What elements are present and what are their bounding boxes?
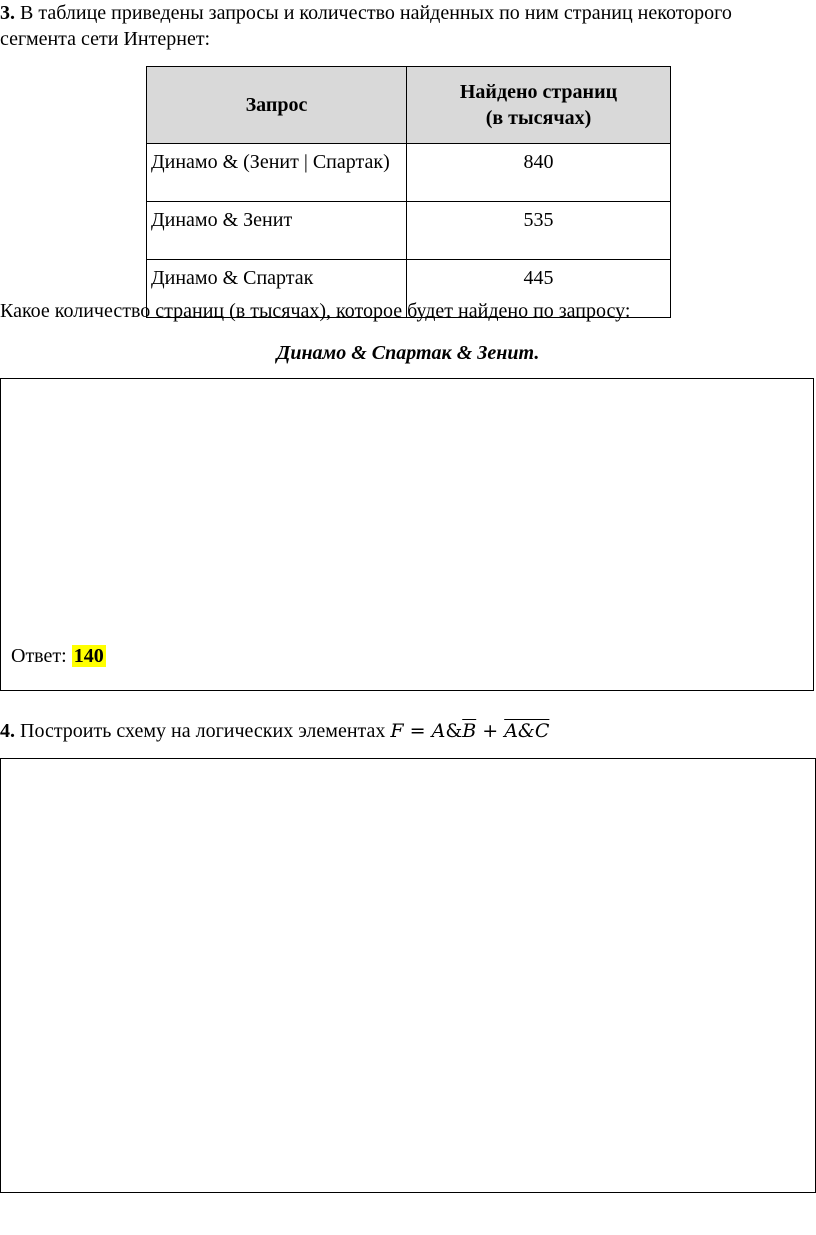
- task3-intro-line1: [0, 2, 732, 25]
- task3-answer-box[interactable]: [0, 378, 814, 691]
- table-header-row: [147, 67, 671, 144]
- row-count: 840: [407, 144, 671, 202]
- formula-eq: =: [403, 720, 432, 742]
- formula-amp: &: [445, 720, 463, 742]
- header-found: [407, 67, 671, 144]
- header-query: Запрос: [147, 67, 407, 144]
- formula-not-b: $\overline{B}$: [462, 720, 477, 742]
- formula-a: A: [431, 720, 446, 742]
- formula-lhs: F: [390, 720, 404, 742]
- task3-target-query: Динамо & Спартак & Зенит.: [276, 342, 540, 364]
- answer-line: [11, 645, 106, 668]
- task3-question: Какое количество страниц (в тысячах), которое будет найдено по запросу:: [0, 300, 631, 322]
- row-count: 535: [407, 202, 671, 260]
- header-found-line1: Найдено страниц: [459, 81, 618, 103]
- table-row: [147, 144, 671, 202]
- task4-formula: [390, 720, 549, 742]
- header-found-line2: (в тысячах): [485, 107, 592, 129]
- row-query: Динамо & Спартак: [147, 260, 407, 318]
- task4-line: [0, 720, 549, 743]
- task3-intro-text: В таблице приведены запросы и количество найденных по ним страниц некоторого: [20, 2, 732, 24]
- task3-intro-line2: сегмента сети Интернет:: [0, 28, 211, 50]
- task4-text: Построить схему на логических элементах: [20, 720, 386, 742]
- row-query: Динамо & (Зенит | Спартак): [147, 144, 407, 202]
- queries-table: [146, 66, 671, 318]
- table-row: [147, 202, 671, 260]
- formula-plus: +: [476, 720, 505, 742]
- answer-value: 140: [73, 645, 104, 667]
- task3-number: 3.: [0, 2, 15, 24]
- row-query: Динамо & Зенит: [147, 202, 407, 260]
- row-count: 445: [407, 260, 671, 318]
- formula-not-a-and-c: A&C: [504, 720, 550, 742]
- task4-answer-box[interactable]: [0, 758, 816, 1193]
- answer-label: Ответ:: [11, 645, 67, 667]
- task4-number: 4.: [0, 720, 15, 742]
